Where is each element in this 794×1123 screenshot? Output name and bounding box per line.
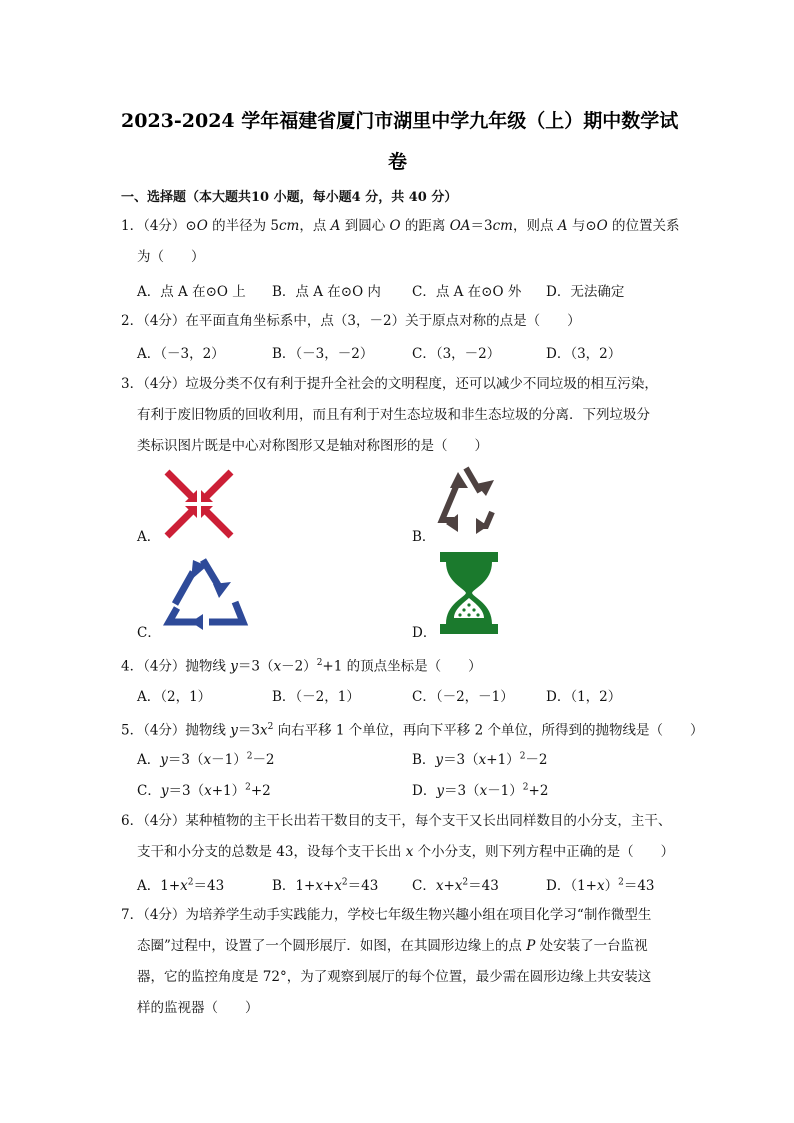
q5-option-c[interactable] [137, 779, 271, 799]
question-3-line-1: 3．（4分）垃圾分类不仅有利于提升全社会的文明程度，还可以减少不同垃圾的相互污染， [121, 376, 658, 392]
q5-d-exponent: 2 [522, 782, 529, 793]
q5-a-text: ＝3（ [167, 752, 204, 768]
q5-b-text: y [435, 752, 444, 768]
q1-text: OA [449, 218, 471, 234]
q6-b-text: ＝43 [347, 878, 379, 894]
q1-text: 到圆心 [340, 218, 390, 234]
question-1-line-2: 为（ ） [137, 249, 205, 265]
q6-a-text: ＝43 [193, 878, 225, 894]
q1-text: ，点 [299, 218, 331, 234]
q1-option-c[interactable]: C．点 A 在⊙O 外 [412, 284, 522, 300]
q1-text: ＝3 [470, 218, 493, 234]
question-1-line-1 [121, 216, 680, 236]
section-heading: 一、选择题（本大题共10 小题，每小题4 分，共 40 分） [121, 190, 458, 205]
q5-c-text: +2 [250, 783, 271, 799]
q5-b-text: +1） [486, 752, 520, 768]
recycling-triangle-brown-icon [436, 462, 498, 538]
q6-b-text: B．1+ [272, 878, 316, 894]
q4-option-c[interactable]: C．（－2，－1） [412, 689, 514, 705]
q4-text: 4．（4分）抛物线 [121, 658, 231, 675]
q1-text: A [557, 218, 568, 234]
q6-a-text: x [180, 878, 188, 894]
q5-b-text: B． [412, 752, 436, 768]
q6-a-text: A．1+ [137, 878, 181, 894]
q4-text: x [273, 658, 282, 675]
q5-d-text: +2 [528, 783, 549, 799]
q5-c-exponent: 2 [245, 782, 251, 793]
question-3-line-3: 类标识图片既是中心对称图形又是轴对称图形的是（ ） [137, 438, 488, 454]
q5-option-a[interactable] [137, 748, 275, 768]
question-7-line-2 [137, 936, 648, 956]
q5-text: ＝3 [237, 722, 260, 739]
q6-b-text: + [322, 878, 335, 894]
q5-d-text: x [479, 783, 488, 799]
q5-option-b[interactable] [412, 748, 548, 768]
q1-option-a[interactable]: A．点 A 在⊙O 上 [137, 284, 246, 300]
q4-option-d[interactable]: D．（1，2） [546, 689, 622, 705]
q1-text: A [330, 218, 341, 234]
q1-text: 的半径为 5 [207, 218, 279, 234]
q5-d-text: y [436, 783, 444, 799]
q6-b-exponent: 2 [341, 877, 348, 888]
q1-option-b[interactable]: B．点 A 在⊙O 内 [272, 284, 381, 300]
question-6-line-2 [137, 842, 674, 862]
question-5-stem [121, 717, 703, 741]
page-title-continued: 卷 [388, 151, 408, 173]
q6-d-exponent: 2 [618, 877, 624, 888]
q1-option-d[interactable]: D．无法确定 [546, 284, 625, 300]
q5-c-text: x [204, 783, 212, 799]
q4-option-b[interactable]: B．（－2，1） [272, 689, 360, 705]
q1-text: O [389, 218, 401, 234]
hourglass-green-icon [440, 552, 498, 634]
question-7-line-1: 7．（4分）为培养学生动手实践能力，学校七年级生物兴趣小组在项目化学习“制作微型生 [121, 907, 652, 923]
question-3-line-2: 有利于废旧物质的回收利用，而且有利于对生态垃圾和非生态垃圾的分离．下列垃圾分 [137, 407, 650, 423]
q2-option-a[interactable]: A．（－3，2） [137, 346, 225, 362]
q2-option-b[interactable]: B．（－3，－2） [272, 346, 374, 362]
q1-text: ，则点 [512, 218, 558, 234]
q5-d-text: D． [412, 783, 437, 799]
q5-a-exponent: 2 [246, 751, 253, 762]
q5-b-text: －2 [525, 752, 548, 768]
q6-d-text: ） [604, 878, 619, 894]
q5-a-text: －2 [252, 752, 275, 768]
q5-a-text: －1） [211, 752, 247, 768]
q6-c-text: C． [412, 878, 436, 894]
q1-text: O [596, 218, 608, 234]
q7-text: 处安装了一台监视 [535, 938, 648, 954]
q3-option-b-label[interactable]: B． [412, 529, 436, 545]
q6-a-exponent: 2 [187, 877, 194, 888]
page-title: 2023-2024 学年福建省厦门市湖里中学九年级（上）期中数学试 [121, 110, 679, 132]
q6-text: 个小分支，则下列方程中正确的是（ ） [413, 844, 675, 860]
q6-text: 支干和小分支的总数是 43，设每个支干长出 [137, 844, 406, 860]
q1-text: 的距离 [400, 218, 450, 234]
q6-b-text: x [334, 878, 342, 894]
q6-c-text: x [454, 878, 463, 894]
q1-text: cm [492, 218, 513, 234]
q4-text: －2） [281, 658, 317, 675]
q6-c-text: + [443, 878, 455, 894]
q5-text: x [259, 722, 268, 739]
recycling-triangle-blue-icon [163, 552, 249, 630]
q6-c-exponent: 2 [462, 877, 469, 888]
q7-text: 态圈”过程中，设置了一个圆形展厅．如图，在其圆形边缘上的点 [137, 938, 527, 954]
q5-c-text: ＝3（ [168, 783, 205, 799]
q6-d-text: x [596, 878, 605, 894]
q3-option-c-label[interactable]: C． [137, 625, 161, 641]
q1-text: 与⊙ [567, 218, 597, 234]
q6-option-c[interactable] [412, 874, 499, 894]
q5-text: 5．（4分）抛物线 [121, 722, 231, 739]
q1-text: O [196, 218, 208, 234]
q4-exponent: 2 [316, 658, 323, 668]
q6-c-text: ＝43 [468, 878, 499, 894]
q5-b-exponent: 2 [519, 751, 526, 762]
q5-text: y [230, 722, 238, 739]
q5-exponent: 2 [267, 722, 274, 732]
q4-text: y [230, 658, 238, 675]
q5-b-text: ＝3（ [443, 752, 479, 768]
inward-arrows-symbol-icon [163, 468, 235, 540]
question-7-line-4: 样的监视器（ ） [137, 1000, 259, 1016]
question-4-stem [121, 653, 482, 677]
q4-option-a[interactable]: A．（2，1） [137, 689, 212, 705]
q5-option-d[interactable] [412, 779, 548, 799]
q6-d-text: ＝43 [623, 878, 655, 894]
q4-text: ＝3（ [237, 658, 274, 675]
q5-c-text: y [160, 783, 169, 799]
q5-d-text: －1） [487, 783, 523, 799]
q5-d-text: ＝3（ [443, 783, 480, 799]
q5-text: 向右平移 1 个单位，再向下平移 2 个单位，所得到的抛物线是（ ） [273, 722, 704, 739]
q1-text: 1．（4分）⊙ [121, 218, 197, 234]
question-7-line-3: 器，它的监控角度是 72°，为了观察到展厅的每个位置，最少需在圆形边缘上共安装这 [137, 969, 652, 985]
q5-a-text: x [203, 752, 212, 768]
question-2-stem: 2．（4分）在平面直角坐标系中，点（3，－2）关于原点对称的点是（ ） [121, 313, 581, 329]
q2-option-d[interactable]: D．（3，2） [546, 346, 622, 362]
q1-text: 的位置关系 [607, 218, 680, 234]
q7-text: P [526, 938, 536, 954]
q5-b-text: x [478, 752, 487, 768]
q5-c-text: +1） [211, 783, 246, 799]
q1-text: cm [279, 218, 300, 234]
q5-a-text: y [160, 752, 168, 768]
q6-d-text: D．（1+ [546, 878, 597, 894]
q6-c-text: x [435, 878, 444, 894]
q4-text: +1 的顶点坐标是（ ） [322, 658, 482, 675]
q6-option-b[interactable] [272, 874, 378, 894]
q3-option-d-label[interactable]: D． [412, 625, 437, 641]
q6-option-d[interactable] [546, 874, 655, 894]
q5-c-text: C． [137, 783, 161, 799]
q5-a-text: A． [137, 752, 161, 768]
q6-b-text: x [315, 878, 323, 894]
q6-text: x [405, 844, 414, 860]
question-6-line-1: 6．（4分）某种植物的主干长出若干数目的支干，每个支干又长出同样数目的小分支，主干、 [121, 813, 672, 829]
q3-option-a-label[interactable]: A． [137, 529, 161, 545]
q6-option-a[interactable] [137, 874, 224, 894]
q2-option-c[interactable]: C．（3，－2） [412, 346, 501, 362]
